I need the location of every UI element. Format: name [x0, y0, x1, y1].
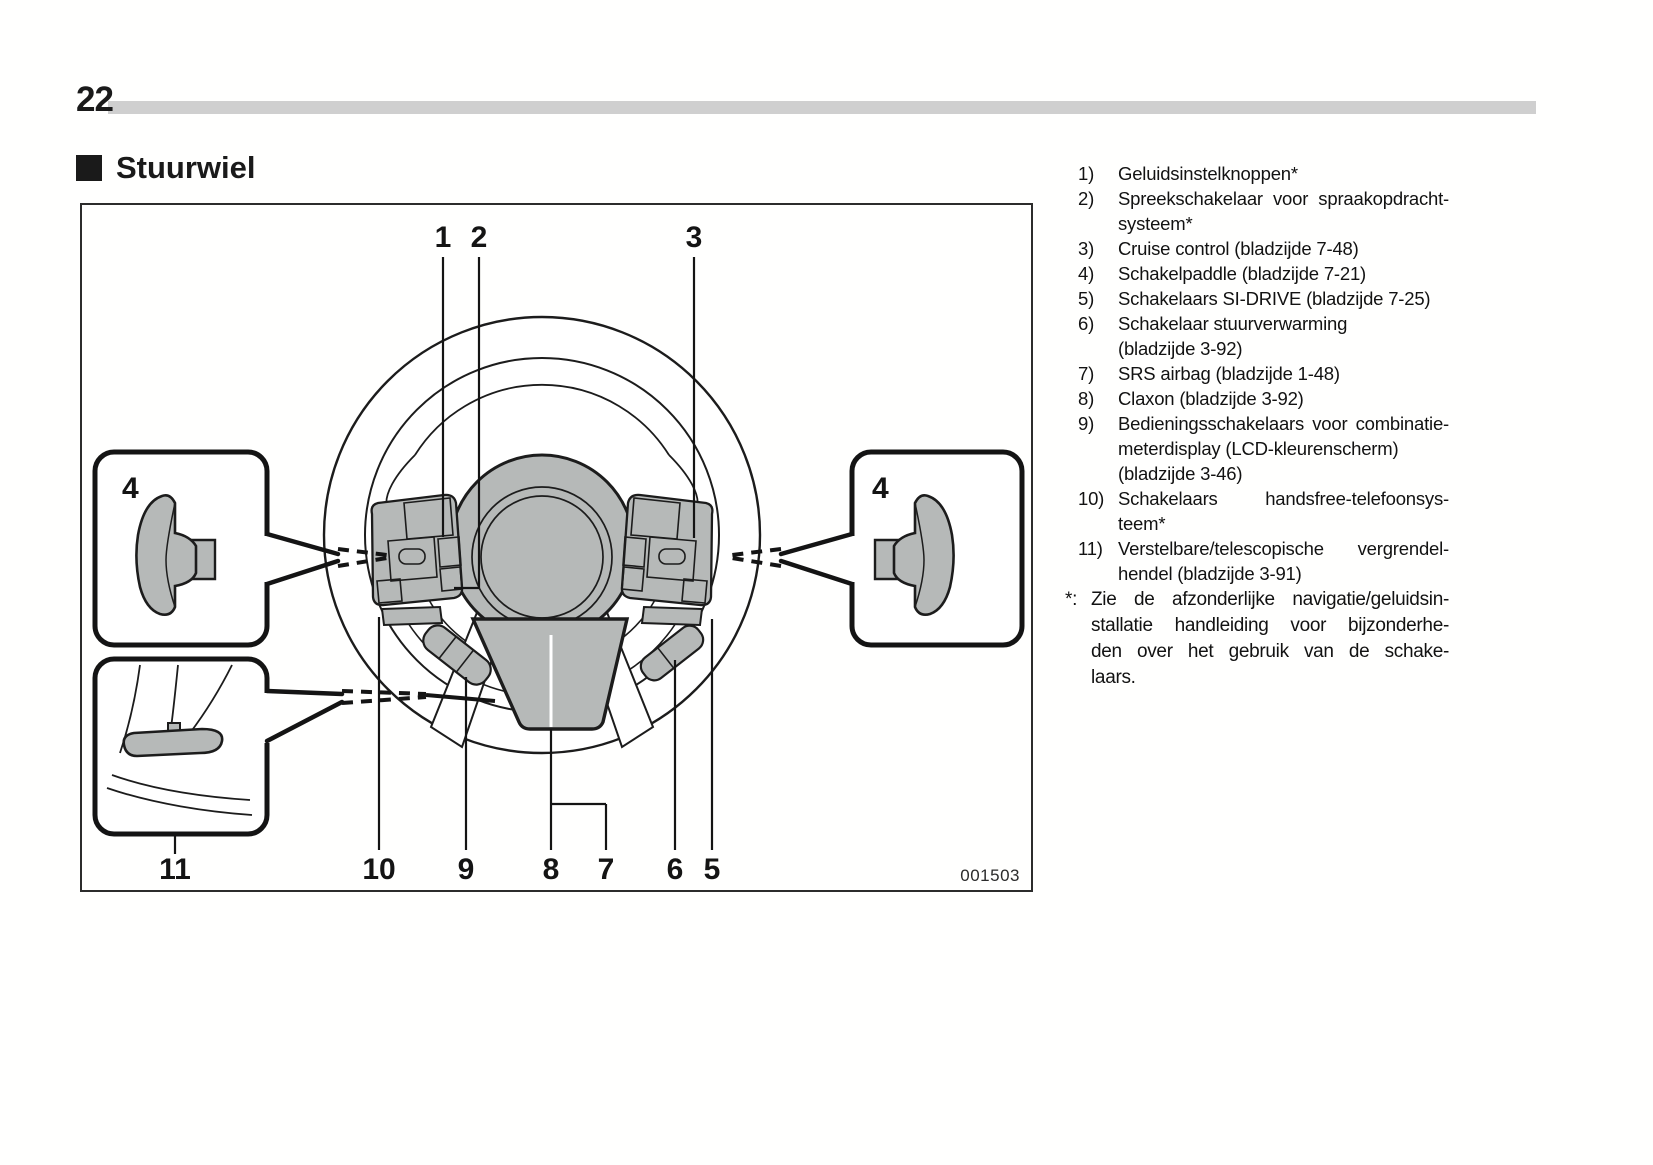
legend-item-number: 4) [1078, 263, 1095, 284]
legend-item-number: 9) [1078, 413, 1095, 434]
legend-item-text: systeem* [1118, 213, 1193, 234]
legend-item-number: 5) [1078, 288, 1095, 309]
legend-item-text: Schakelaars handsfree-telefoonsys- [1118, 488, 1449, 509]
legend [1065, 161, 1449, 691]
legend-item-2 [1065, 186, 1449, 236]
figure-label-5: 5 [703, 853, 721, 886]
legend-item-text: Schakelaars SI-DRIVE (bladzijde 7-25) [1118, 288, 1431, 309]
footnote-text: stallatie handleiding voor bijzonderhe- [1091, 615, 1449, 636]
hub-airbag [450, 455, 634, 639]
legend-item-4 [1065, 261, 1449, 286]
header-rule [108, 101, 1536, 114]
legend-item-8 [1065, 386, 1449, 411]
handsfree-switch [382, 607, 442, 625]
legend-item-number: 10) [1078, 488, 1105, 509]
legend-item-6 [1065, 311, 1449, 361]
legend-item-1 [1065, 161, 1449, 186]
legend-item-text: Bedieningsschakelaars voor combinatie- [1118, 413, 1449, 434]
figure-label-1: 1 [434, 221, 452, 254]
legend-item-text: Schakelaar stuurverwarming [1118, 313, 1348, 334]
legend-item-number: 8) [1078, 388, 1095, 409]
footnote-text: den over het gebruik van de schake- [1091, 641, 1449, 662]
section-heading [76, 150, 256, 186]
legend-item-number: 2) [1078, 188, 1095, 209]
legend-item-text: hendel (bladzijde 3-91) [1118, 563, 1302, 584]
legend-item-text: (bladzijde 3-46) [1118, 463, 1243, 484]
steering-wheel-diagram [82, 205, 1031, 890]
section-marker-square [76, 155, 102, 181]
legend-item-text: Schakelpaddle (bladzijde 7-21) [1118, 263, 1367, 284]
steering-wheel-figure [80, 203, 1033, 892]
legend-item-7 [1065, 361, 1449, 386]
legend-item-3 [1065, 236, 1449, 261]
legend-item-text: (bladzijde 3-92) [1118, 338, 1243, 359]
footnote-marker: *: [1065, 589, 1078, 610]
right-switch-cluster [622, 495, 713, 605]
legend-item-text: SRS airbag (bladzijde 1-48) [1118, 363, 1340, 384]
legend-item-9 [1065, 411, 1449, 486]
legend-item-10 [1065, 486, 1449, 536]
legend-item-text: meterdisplay (LCD-kleurenscherm) [1118, 438, 1399, 459]
legend-item-5 [1065, 286, 1449, 311]
legend-item-11 [1065, 536, 1449, 586]
figure-label-4-right: 4 [872, 472, 889, 505]
figure-label-9: 9 [457, 853, 475, 886]
figure-label-11: 11 [159, 853, 191, 886]
legend-footnote [1065, 587, 1449, 691]
footnote-text: laars. [1091, 667, 1136, 688]
left-switch-cluster [372, 495, 463, 605]
legend-item-text: Claxon (bladzijde 3-92) [1118, 388, 1304, 409]
figure-label-6: 6 [666, 853, 684, 886]
legend-item-text: Geluidsinstelknoppen* [1118, 163, 1298, 184]
legend-item-text: Cruise control (bladzijde 7-48) [1118, 238, 1359, 259]
figure-label-7: 7 [597, 853, 615, 886]
section-title: Stuurwiel [116, 150, 256, 185]
legend-item-number: 7) [1078, 363, 1095, 384]
figure-label-8: 8 [542, 853, 560, 886]
legend-item-number: 1) [1078, 163, 1095, 184]
legend-item-text: Spreekschakelaar voor spraakopdracht- [1118, 188, 1449, 209]
figure-label-10: 10 [362, 853, 396, 886]
sidrive-switch [642, 607, 702, 625]
legend-item-number: 6) [1078, 313, 1095, 334]
legend-item-text: Verstelbare/telescopische vergrendel- [1118, 538, 1449, 559]
figure-label-3: 3 [685, 221, 703, 254]
legend-item-number: 11) [1078, 538, 1103, 559]
figure-label-2: 2 [470, 221, 488, 254]
page-number: 22 [76, 80, 113, 119]
legend-item-number: 3) [1078, 238, 1095, 259]
footnote-text: Zie de afzonderlijke navigatie/geluidsin- [1091, 589, 1449, 610]
figure-label-4-left: 4 [122, 472, 139, 505]
legend-item-text: teem* [1118, 513, 1166, 534]
figure-code: 001503 [960, 866, 1020, 885]
